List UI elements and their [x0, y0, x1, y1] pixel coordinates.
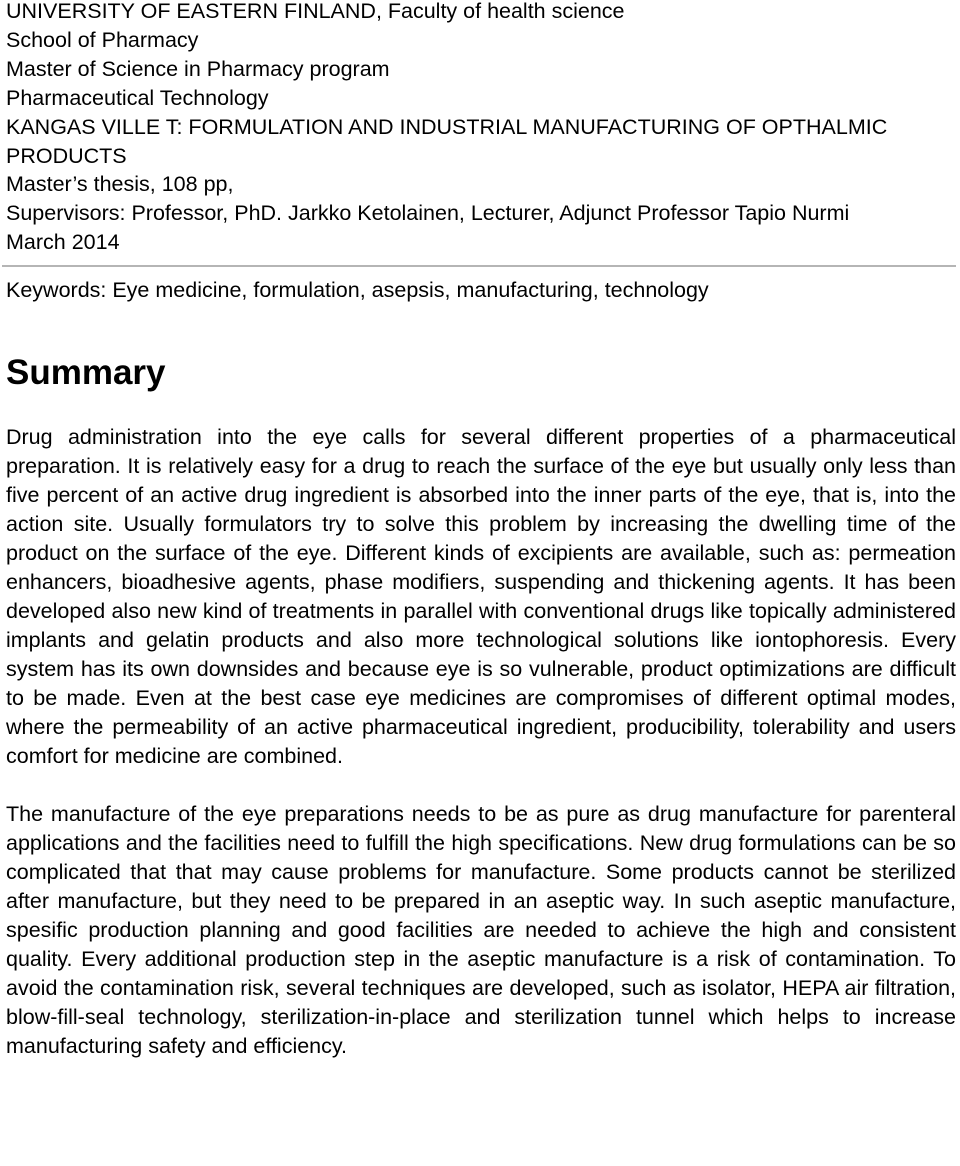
supervisors-line: Supervisors: Professor, PhD. Jarkko Ketolainen, Lecturer, Adjunct Professor Tapio Nurmi [6, 201, 850, 226]
school-line: School of Pharmacy [6, 27, 199, 52]
summary-heading: Summary [6, 353, 166, 393]
thesis-info-line: Master’s thesis, 108 pp, [6, 172, 234, 197]
summary-paragraph-2: The manufacture of the eye preparations needs to be as pure as drug manufacture for parenteral applications and the facilities need to fulfill the high specifications. New drug formulations can be so complicated that that may cause problems for manufacture. Some products cannot be sterilized after manufacture, but they need to be prepared in an aseptic way. In such aseptic manufacture, spesific production planning and good facilities are needed to achieve the high and consistent quality. Every additional production step in the aseptic manufacture is a risk of contamination. To avoid the contamination risk, several techniques are developed, such as isolator, HEPA air filtration, blow-fill-seal technology, sterilization-in-place and sterilization tunnel which helps to increase manufacturing safety and efficiency. [6, 802, 956, 1059]
subject-line: Pharmaceutical Technology [6, 85, 269, 110]
date-line: March 2014 [6, 230, 120, 255]
institution-line: UNIVERSITY OF EASTERN FINLAND, Faculty of health science [6, 0, 625, 23]
program-line: Master of Science in Pharmacy program [6, 56, 390, 81]
summary-paragraph-1: Drug administration into the eye calls for several different properties of a pharmaceutical preparation. It is relatively easy for a drug to reach the surface of the eye but usually only less than five percent of an active drug ingredient is absorbed into the inner parts of the eye, that is, into the action site. Usually formulators try to solve this problem by increasing the dwelling time of the product on the surface of the eye. Different kinds of excipients are available, such as: permeation enhancers, bioadhesive agents, phase modifiers, suspending and thickening agents. It has been developed also new kind of treatments in parallel with conventional drugs like topically administered implants and gelatin products and also more technological solutions like iontophoresis. Every system has its own downsides and because eye is so vulnerable, product optimizations are difficult to be made. Even at the best case eye medicines are compromises of different optimal modes, where the permeability of an active pharmaceutical ingredient, producibility, tolerability and users comfort for medicine are combined. [6, 425, 956, 769]
thesis-abstract-page [6, 0, 956, 1061]
thesis-header [6, 0, 956, 257]
keywords-line: Keywords: Eye medicine, formulation, asepsis, manufacturing, technology [6, 278, 709, 303]
section-divider [2, 265, 956, 267]
author-title-line: KANGAS VILLE T: FORMULATION AND INDUSTRIAL MANUFACTURING OF OPTHALMIC PRODUCTS [6, 114, 888, 168]
